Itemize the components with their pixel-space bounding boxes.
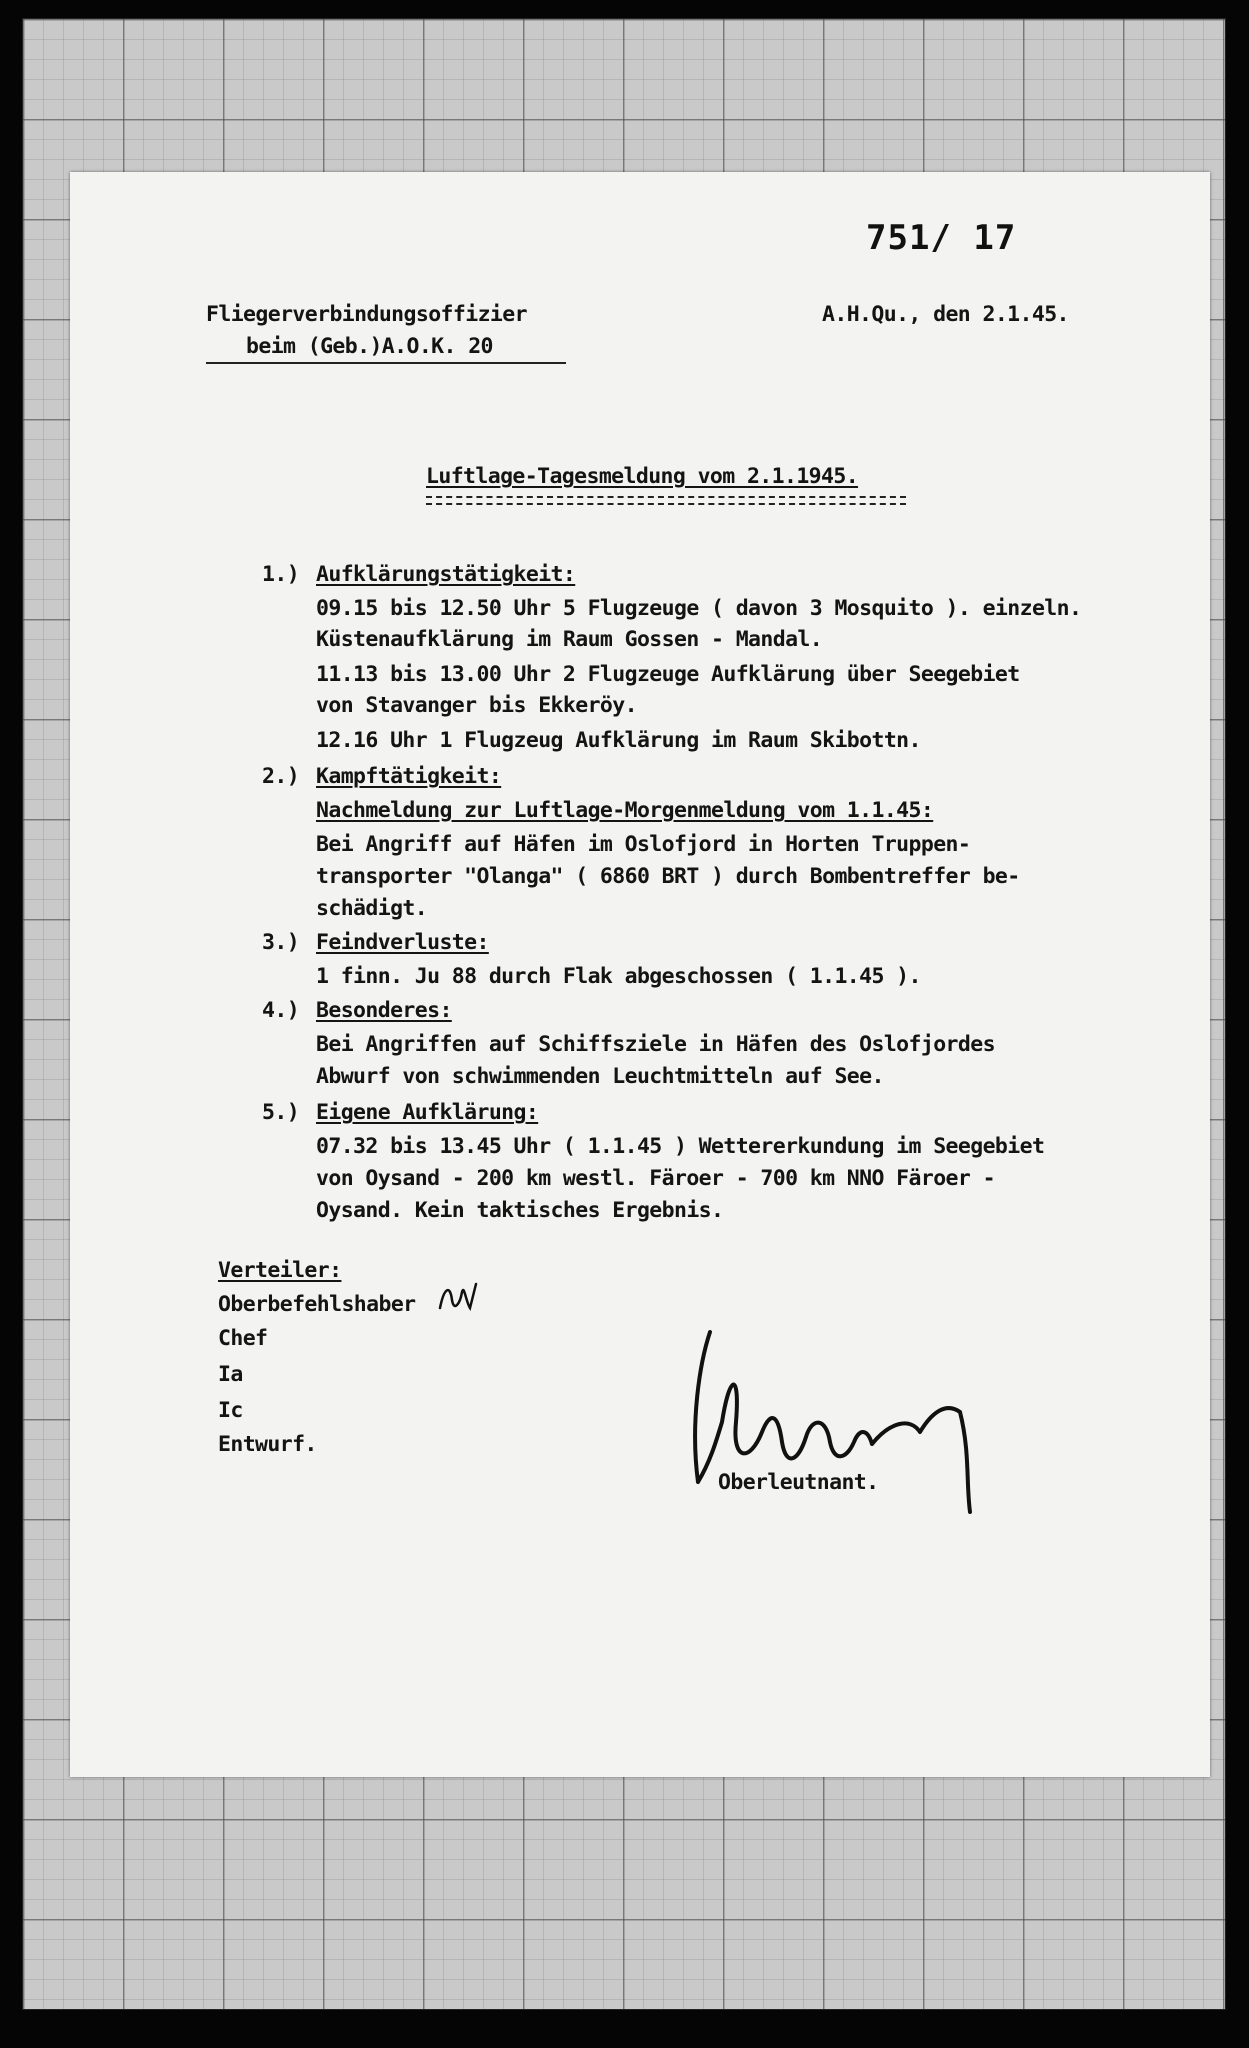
document-title: Luftlage-Tagesmeldung vom 2.1.1945.: [426, 464, 859, 489]
section-2-heading: Kampftätigkeit:: [316, 764, 502, 789]
distribution-recipient: Ia: [218, 1362, 243, 1387]
section-4-line: Abwurf von schwimmenden Leuchtmitteln auf See.: [316, 1064, 884, 1089]
section-3-number: 3.): [262, 930, 300, 955]
section-4-heading: Besonderes:: [316, 998, 452, 1023]
section-5-line: 07.32 bis 13.45 Uhr ( 1.1.45 ) Wettererkundung im Seegebiet: [316, 1134, 1045, 1159]
distribution-recipient: Oberbefehlshaber: [218, 1292, 416, 1317]
signature-title: Oberleutnant.: [718, 1470, 879, 1495]
handwritten-initial: [436, 1278, 496, 1318]
document-page: [70, 172, 1210, 1777]
distribution-recipient: Ic: [218, 1398, 243, 1423]
section-5-line: von Oysand - 200 km westl. Färoer - 700 km NNO Färoer -: [316, 1166, 995, 1191]
sender-underline: [206, 362, 566, 364]
section-2-number: 2.): [262, 764, 300, 789]
document-number: 751/ 17: [866, 218, 1017, 258]
sender-line-2: beim (Geb.)A.O.K. 20: [246, 334, 493, 359]
section-1-line: 09.15 bis 12.50 Uhr 5 Flugzeuge ( davon 3 Mosquito ). einzeln.: [316, 596, 1082, 621]
sender-line-1: Fliegerverbindungsoffizier: [206, 302, 527, 327]
section-2-line: schädigt.: [316, 896, 428, 921]
section-3-line: 1 finn. Ju 88 durch Flak abgeschossen ( 1.1.45 ).: [316, 964, 921, 989]
section-5-number: 5.): [262, 1100, 300, 1125]
title-double-underline: [426, 496, 906, 505]
distribution-heading: Verteiler:: [218, 1258, 342, 1283]
section-2-line: transporter "Olanga" ( 6860 BRT ) durch Bombentreffer be-: [316, 864, 1020, 889]
place-date: A.H.Qu., den 2.1.45.: [822, 302, 1069, 327]
section-3-heading: Feindverluste:: [316, 930, 489, 955]
section-5-line: Oysand. Kein taktisches Ergebnis.: [316, 1198, 724, 1223]
section-5-heading: Eigene Aufklärung:: [316, 1100, 539, 1125]
section-1-heading: Aufklärungstätigkeit:: [316, 562, 576, 587]
distribution-recipient: Chef: [218, 1326, 268, 1351]
section-4-line: Bei Angriffen auf Schiffsziele in Häfen des Oslofjordes: [316, 1032, 995, 1057]
section-1-line: 11.13 bis 13.00 Uhr 2 Flugzeuge Aufklärung über Seegebiet: [316, 662, 1020, 687]
distribution-recipient: Entwurf.: [218, 1432, 317, 1457]
section-4-number: 4.): [262, 998, 300, 1023]
section-1-number: 1.): [262, 562, 300, 587]
section-2-subheading: Nachmeldung zur Luftlage-Morgenmeldung vom 1.1.45:: [316, 798, 934, 823]
section-2-line: Bei Angriff auf Häfen im Oslofjord in Horten Truppen-: [316, 832, 971, 857]
section-1-line: Küstenaufklärung im Raum Gossen - Mandal.: [316, 627, 823, 652]
section-1-line: von Stavanger bis Ekkeröy.: [316, 693, 637, 718]
section-1-line: 12.16 Uhr 1 Flugzeug Aufklärung im Raum Skibottn.: [316, 728, 921, 753]
